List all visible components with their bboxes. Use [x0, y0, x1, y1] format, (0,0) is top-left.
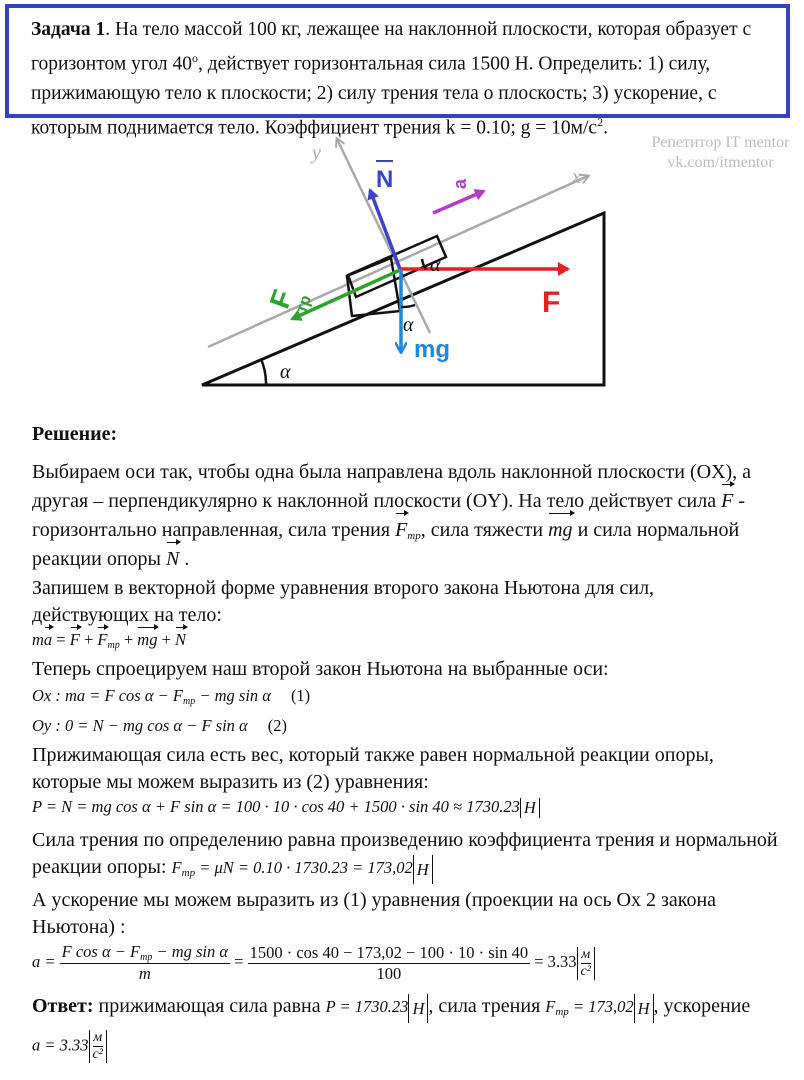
- solution-p5-line2: реакции опоры: $F_{тр} = \mu N = 0.10 \cdot 1730.23 = 173,02$ H: [32, 853, 433, 888]
- angle-arc-bottom: [401, 305, 415, 307]
- gravity-label: mg: [414, 336, 450, 363]
- answer-line1: Ответ: прижимающая сила равна P = 1730.23 H , сила трения $F_{тр} = 173,02$ H , ускорение: [32, 992, 750, 1027]
- angle-arc-base: [261, 359, 266, 385]
- solution-p1-line3: горизонтально направленная, сила трения $F_{тр}$, сила тяжести mg и сила нормальной: [32, 516, 739, 551]
- solution-p1-line2: другая – перпендикулярно к наклонной плоскости (OY). На тело действует сила F -: [32, 487, 745, 516]
- normal-force-label: N: [376, 166, 394, 193]
- task-line-1: Задача 1. На тело массой 100 кг, лежащее на наклонной плоскости, которая образует с: [31, 19, 752, 40]
- answer-line2: a = 3.33 $\frac{м}{\text{c²}}$: [32, 1030, 107, 1063]
- equation-oy: Oy : 0 = N − mg cos α − F sin α (2): [32, 716, 287, 735]
- equation-pressure: P = N = mg cos α + F sin α = 100 · 10 · cos 40 + 1500 · sin 40 ≈ 1730.23 H: [32, 797, 540, 818]
- solution-heading: Решение:: [32, 423, 118, 445]
- acceleration-vector: [433, 191, 484, 213]
- alpha-base-label: α: [280, 361, 291, 383]
- x-axis-label: x: [572, 166, 581, 188]
- solution-p2-line1: Запишем в векторной форме уравнения второго закона Ньютона для сил,: [32, 577, 655, 599]
- alpha-bottom-label: α: [403, 314, 414, 336]
- task-label: Задача 1: [31, 19, 106, 40]
- solution-p6-line1: А ускорение мы можем выразить из (1) уравнения (проекции на ось Ох 2 закона: [32, 889, 717, 911]
- solution-p3: Теперь спроецируем наш второй закон Ньютона на выбранные оси:: [32, 658, 609, 680]
- force-diagram: [190, 125, 620, 395]
- task-line-4: которым поднимается тело. Коэффициент трения k = 0.10; $g = 10м/с^2$.: [31, 114, 608, 138]
- alpha-top-label: α: [430, 254, 441, 276]
- solution-p4-line1: Прижимающая сила есть вес, который также равен нормальной реакции опоры,: [32, 744, 714, 766]
- task-line-3: прижимающую тело к плоскости; 2) силу трения тела о плоскость; 3) ускорение, с: [31, 82, 717, 104]
- equation-acceleration: a = $\frac{\text{F cos α − Fтр − mg sin α}}{m}$ = $\frac{1500 \cdot \cos 40 - 173,02 - 100 \cdot 10 \cdot \sin 40}{100}$ = 3.33 $\frac{м}{\text{c²}}$: [32, 942, 595, 984]
- y-axis-label: y: [312, 142, 321, 164]
- applied-force-label: F: [542, 286, 561, 319]
- solution-p5-line1: Сила трения по определению равна произведению коэффициента трения и нормальной: [32, 829, 778, 851]
- block: [347, 258, 400, 316]
- equation-ox: Ox : ma = F cos α − Fтр − mg sin α (1): [32, 686, 311, 707]
- task-line-2: горизонтом угол 40$^o$, действует горизонтальная сила 1500 Н. Определить: 1) силу,: [31, 51, 711, 75]
- friction-force-label: F: [263, 285, 299, 313]
- solution-p6-line2: Ньютона) :: [32, 916, 126, 938]
- solution-p1-line1: Выбираем оси так, чтобы одна была направлена вдоль наклонной плоскости (OX), а: [32, 461, 752, 483]
- solution-p4-line2: которые мы можем выразить из (2) уравнения:: [32, 771, 429, 793]
- friction-force-sub: тр: [293, 293, 316, 316]
- solution-p2-line2: действующих на тело:: [32, 604, 222, 626]
- task-box: [5, 4, 790, 138]
- solution-p1-line4: реакции опоры N .: [32, 545, 189, 574]
- normal-force-vector: [370, 190, 400, 269]
- equation-vector: ma = F + Fтр + mg + N: [32, 630, 187, 651]
- watermark: Репетитор IT mentor vk.com/itmentor: [651, 134, 790, 171]
- acceleration-label: a: [450, 178, 470, 189]
